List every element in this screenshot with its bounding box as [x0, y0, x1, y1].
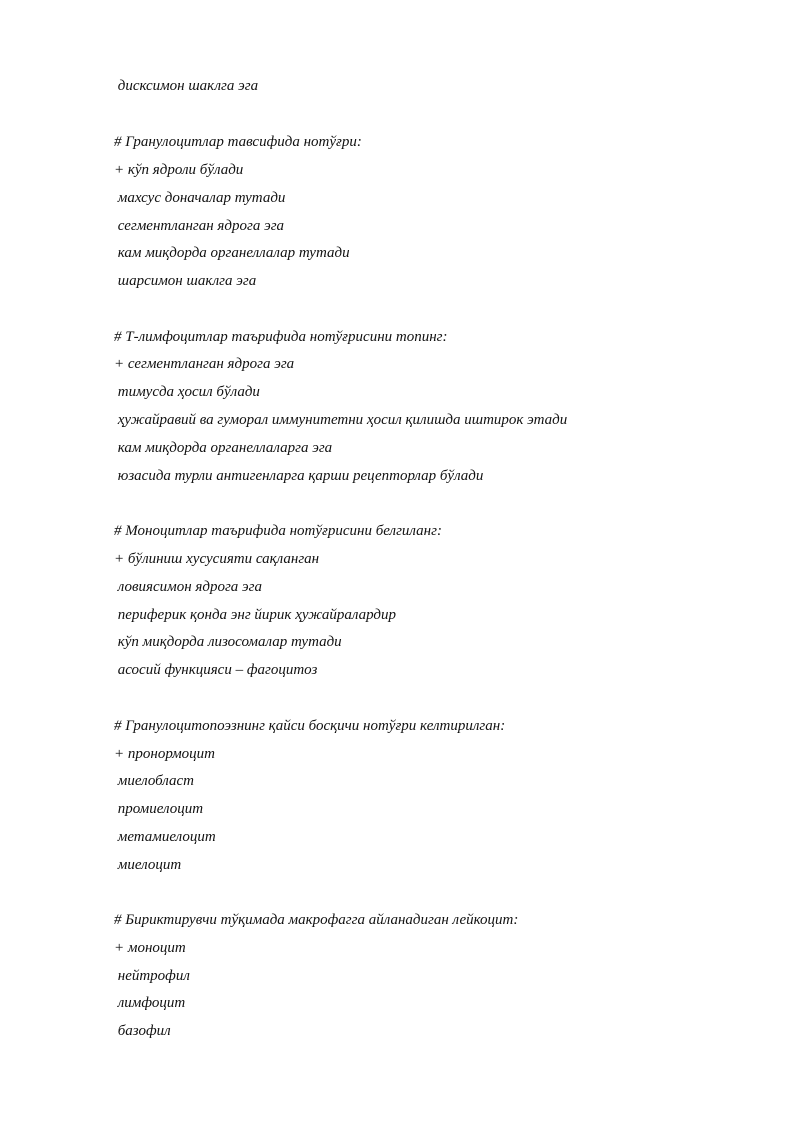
question-3-option-3: периферик қонда энг йирик ҳужайралардир [114, 607, 397, 623]
question-1-option-2: махсус доначалар тутади [114, 190, 286, 206]
question-2-option-1: + сегментланган ядрога эга [114, 356, 295, 372]
question-4-option-5: миелоцит [114, 857, 182, 873]
question-4-option-1: + пронормоцит [114, 746, 215, 762]
question-3-option-2: ловиясимон ядрога эга [114, 579, 263, 595]
question-4-option-4: метамиелоцит [114, 829, 216, 845]
question-3-option-1: + бўлиниш хусусияти сақланган [114, 551, 320, 567]
intro-line: дисксимон шаклга эга [114, 78, 259, 94]
question-5-option-4: базофил [114, 1023, 171, 1039]
question-2-option-4: кам миқдорда органеллаларга эга [114, 440, 333, 456]
question-1-option-3: сегментланган ядрога эга [114, 218, 285, 234]
question-4-text: # Гранулоцитопоэзнинг қайси босқичи нотўғри келтирилган: [114, 718, 506, 734]
question-1-option-5: шарсимон шаклга эга [114, 273, 257, 289]
question-1-option-1: + кўп ядроли бўлади [114, 162, 244, 178]
question-4-option-2: миелобласт [114, 773, 195, 789]
question-1-text: # Гранулоцитлар тавсифида нотўғри: [114, 134, 362, 150]
question-2-text: # Т-лимфоцитлар таърифида нотўғрисини топинг: [114, 329, 448, 345]
question-5-option-1: + моноцит [114, 940, 186, 956]
question-4-option-3: промиелоцит [114, 801, 204, 817]
question-2-option-2: тимусда ҳосил бўлади [114, 384, 260, 400]
question-5-option-2: нейтрофил [114, 968, 190, 984]
question-3-option-4: кўп миқдорда лизосомалар тутади [114, 634, 342, 650]
question-3-text: # Моноцитлар таърифида нотўғрисини белгиланг: [114, 523, 442, 539]
question-2-option-3: ҳужайравий ва гуморал иммунитетни ҳосил қилишда иштирок этади [114, 412, 568, 428]
question-1-option-4: кам миқдорда органеллалар тутади [114, 245, 350, 261]
question-2-option-5: юзасида турли антигенларга қарши рецепторлар бўлади [114, 468, 484, 484]
question-5-option-3: лимфоцит [114, 995, 186, 1011]
question-5-text: # Бириктирувчи тўқимада макрофагга айланадиган лейкоцит: [114, 912, 519, 928]
question-3-option-5: асосий функцияси – фагоцитоз [114, 662, 318, 678]
